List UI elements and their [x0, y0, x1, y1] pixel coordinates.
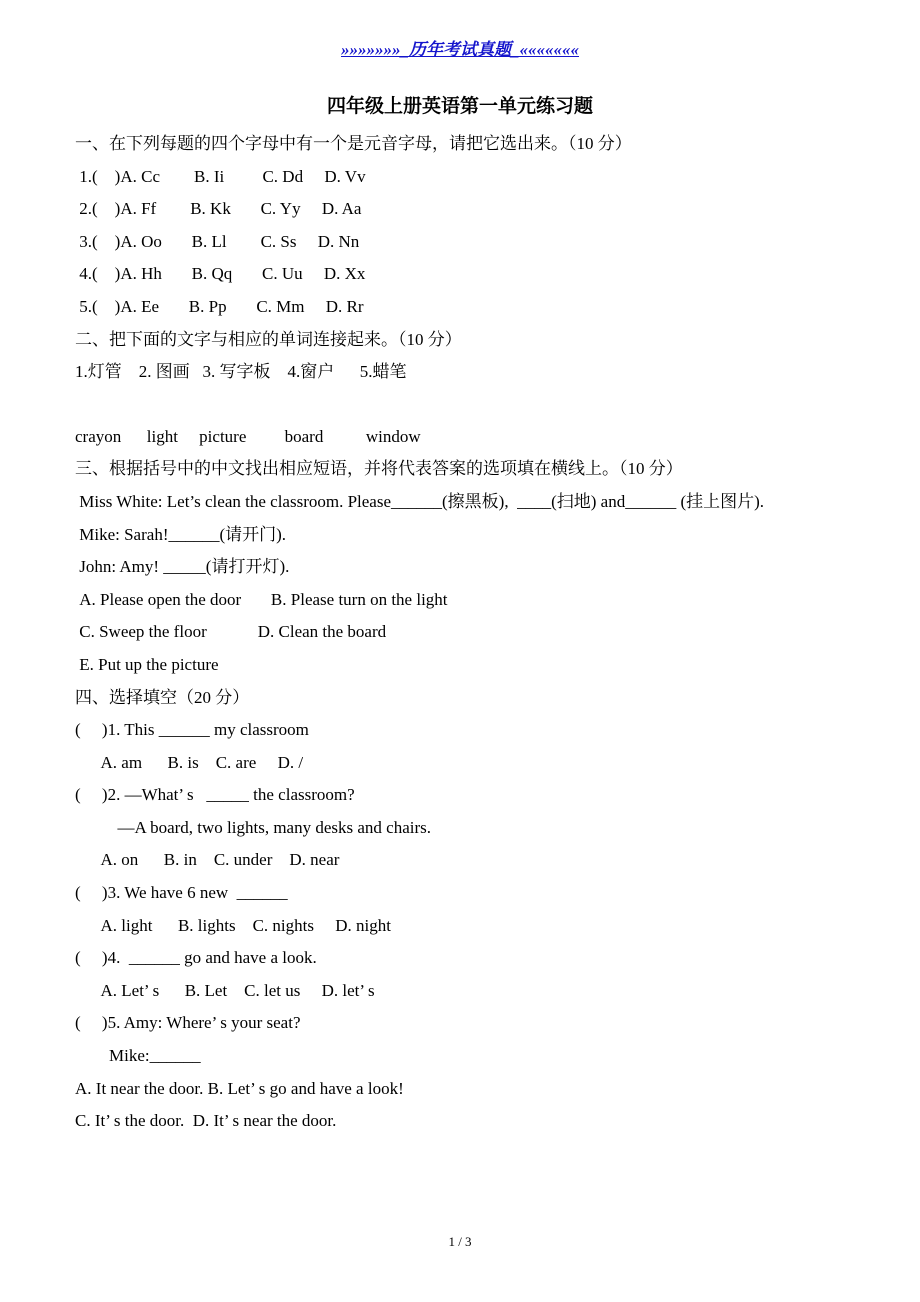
section1-item-1: 1.( )A. Cc B. Ii C. Dd D. Vv [75, 166, 366, 186]
section1-item-2: 2.( )A. Ff B. Kk C. Yy D. Aa [75, 199, 362, 219]
section1-item-3: 3.( )A. Oo B. Ll C. Ss D. Nn [75, 231, 360, 251]
section2-heading: 二、把下面的文字与相应的单词连接起来。（10 分） [75, 329, 462, 349]
section2-english-words: crayon light picture board window [75, 426, 421, 446]
section1-heading: 一、在下列每题的四个字母中有一个是元音字母，请把它选出来。（10 分） [75, 134, 632, 153]
section1-item-4: 4.( )A. Hh B. Qq C. Uu D. Xx [75, 264, 366, 284]
section4-q4: ( )4. ______ go and have a look. [75, 948, 317, 968]
page-number: 1 / 3 [448, 1234, 472, 1249]
section3-dialog-mike: Mike: Sarah!______(请开门). [75, 524, 287, 544]
section4-q5-options-cd: C. It’ s the door. D. It’ s near the door. [75, 1111, 337, 1131]
section4-q1: ( )1. This ______ my classroom [75, 720, 309, 740]
section3-options-ab: A. Please open the door B. Please turn on the light [75, 589, 448, 609]
section4-q2: ( )2. —What’ s _____ the classroom? [75, 785, 355, 805]
section4-q3-options: A. light B. lights C. nights D. night [75, 915, 391, 935]
section2-chinese-words: 1.灯管 2. 图画 3. 写字板 4.窗户 5.蜡笔 [75, 362, 407, 382]
section4-q3: ( )3. We have 6 new ______ [75, 883, 288, 903]
section4-heading: 四、选择填空（20 分） [75, 687, 250, 707]
section3-options-e: E. Put up the picture [75, 654, 219, 674]
section3-dialog-john: John: Amy! _____(请打开灯). [75, 557, 290, 577]
section1-item-5: 5.( )A. Ee B. Pp C. Mm D. Rr [75, 296, 364, 316]
section3-dialog-miss-white: Miss White: Let’s clean the classroom. Please______(擦黑板), ____(扫地) and______ (挂上图片). [75, 491, 765, 511]
section4-q4-options: A. Let’ s B. Let C. let us D. let’ s [75, 980, 375, 1000]
header-link[interactable]: »»»»»»»_历年考试真题_««««««« [341, 40, 579, 59]
section4-q5: ( )5. Amy: Where’ s your seat? [75, 1013, 301, 1033]
section4-q2-answer: —A board, two lights, many desks and chairs. [75, 817, 432, 837]
section3-heading: 三、根据括号中的中文找出相应短语，并将代表答案的选项填在横线上。（10 分） [75, 459, 683, 479]
page-title: 四年级上册英语第一单元练习题 [326, 96, 593, 117]
section4-q1-options: A. am B. is C. are D. / [75, 752, 304, 772]
section4-q5-answer: Mike:______ [75, 1046, 201, 1066]
blank-line [75, 389, 845, 421]
section4-q2-options: A. on B. in C. under D. near [75, 850, 340, 870]
section4-q5-options-ab: A. It near the door. B. Let’ s go and have a look! [75, 1078, 404, 1098]
section3-options-cd: C. Sweep the floor D. Clean the board [75, 622, 387, 642]
